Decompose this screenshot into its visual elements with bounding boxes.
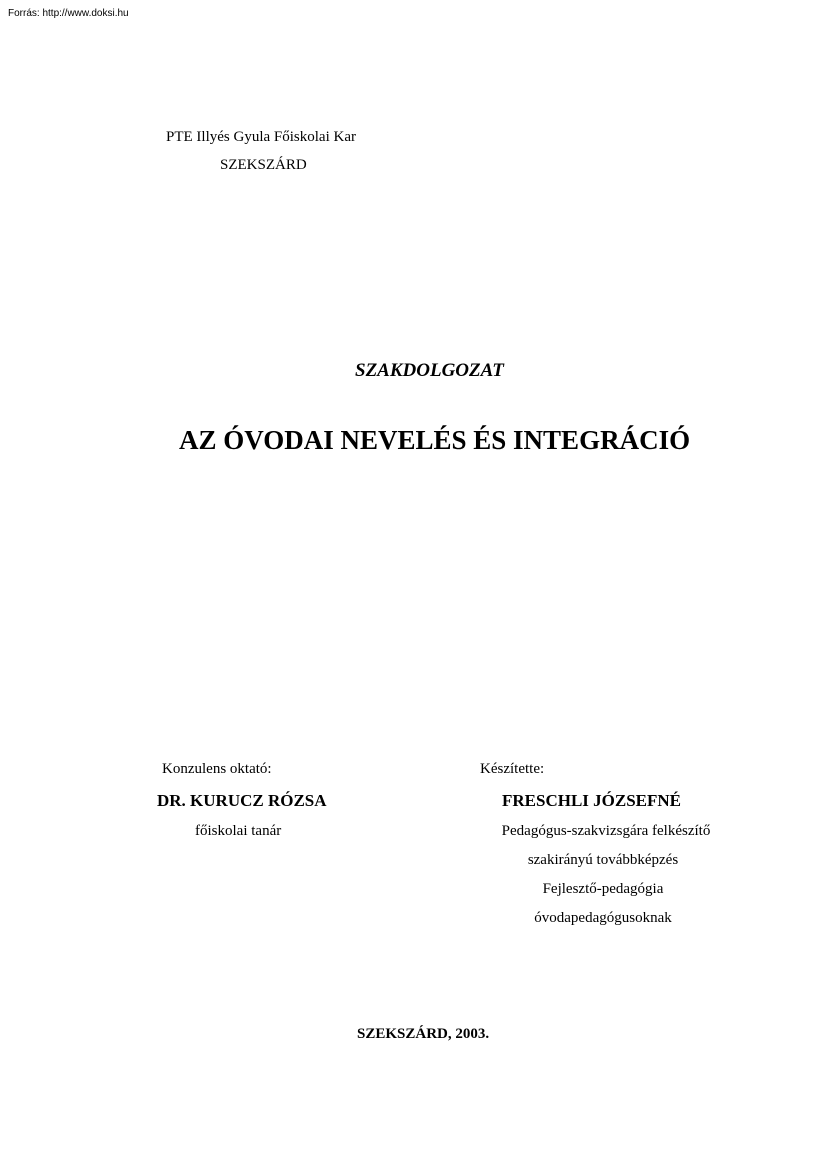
- author-name: FRESCHLI JÓZSEFNÉ: [502, 791, 682, 810]
- consultant-name: DR. KURUCZ RÓZSA: [157, 791, 327, 810]
- thesis-title: AZ ÓVODAI NEVELÉS ÉS INTEGRÁCIÓ: [179, 425, 691, 455]
- consultant-role: főiskolai tanár: [195, 823, 282, 839]
- institution-name: PTE Illyés Gyula Főiskolai Kar: [166, 129, 356, 145]
- source-note: Forrás: http://www.doksi.hu: [8, 8, 129, 19]
- author-program-line-1: Pedagógus-szakvizsgára felkészítő: [501, 823, 711, 839]
- institution-city: SZEKSZÁRD: [220, 157, 307, 173]
- consultant-label: Konzulens oktató:: [162, 761, 272, 777]
- author-program-line-3: Fejlesztő-pedagógia: [542, 881, 664, 897]
- author-label: Készítette:: [480, 761, 545, 777]
- place-date: SZEKSZÁRD, 2003.: [357, 1026, 490, 1042]
- document-type: SZAKDOLGOZAT: [355, 360, 504, 381]
- author-program-line-4: óvodapedagógusoknak: [534, 910, 672, 926]
- author-program-line-2: szakirányú továbbképzés: [527, 852, 679, 868]
